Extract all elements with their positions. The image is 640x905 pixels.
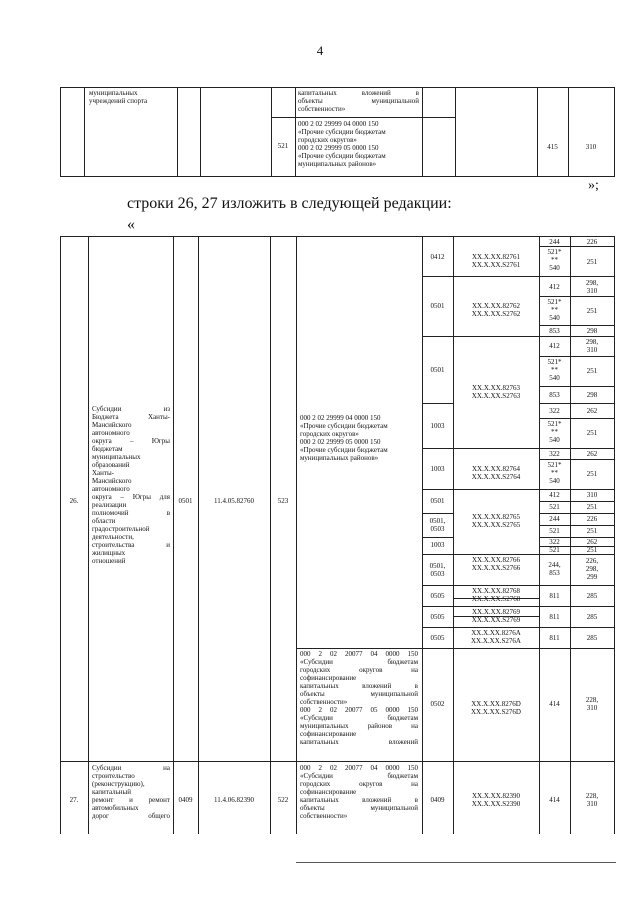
kosgu-code: 251 — [586, 307, 598, 315]
rule — [539, 459, 614, 460]
rule — [537, 87, 538, 177]
rule — [539, 296, 614, 297]
rule — [296, 648, 422, 649]
group-section: 1003 — [430, 541, 445, 549]
program-code-pair: XX.X.XX.82766 XX.X.XX.S2766 — [471, 556, 521, 572]
rule — [60, 236, 61, 834]
group-section: 0502 — [430, 700, 445, 708]
section-code: 0409 — [178, 796, 193, 804]
rule — [422, 513, 453, 514]
kosgu-code: 228, 310 — [585, 792, 599, 808]
institution-name: муниципальных учреждений спорта — [89, 89, 148, 105]
kvr-code: 521 — [549, 546, 560, 554]
kvr-code: 322 — [549, 538, 560, 546]
rule — [455, 87, 456, 177]
rule — [539, 489, 614, 490]
rule — [173, 236, 174, 834]
program-code-pair: XX.X.XX.82768 XX.X.XX.S2768 — [471, 587, 521, 603]
kvr-code: 521* ** 540 — [547, 358, 562, 382]
rule — [539, 513, 614, 514]
rule — [60, 761, 614, 762]
rule — [539, 336, 614, 337]
kvr-code: 412 — [549, 283, 560, 291]
rule — [60, 87, 61, 177]
rule — [84, 87, 85, 177]
rule — [539, 525, 614, 526]
kosgu-code: 251 — [586, 503, 598, 511]
rule — [422, 276, 539, 277]
opening-quote: « — [127, 216, 135, 233]
kosgu-code: 262 — [586, 407, 598, 415]
admin-code: 523 — [277, 497, 289, 505]
kvr-code: 414 — [549, 700, 560, 708]
kvr-code: 853 — [549, 391, 560, 399]
rule — [453, 236, 454, 834]
kvr-code: 412 — [549, 491, 560, 499]
program-code-pair: XX.X.XX.82769 XX.X.XX.S2769 — [471, 608, 521, 624]
rule — [539, 246, 614, 247]
rule — [539, 276, 614, 277]
rule — [568, 87, 569, 177]
capital-investment-text: капитальных вложений в объекты муниципальной собственности» — [298, 89, 419, 113]
group-section: 0505 — [430, 592, 445, 600]
kvr-code: 521* ** 540 — [547, 298, 562, 322]
rule — [422, 87, 423, 177]
kosgu-code: 226 — [586, 238, 598, 246]
kosgu-code: 228, 310 — [585, 696, 599, 712]
rule — [88, 236, 89, 834]
kosgu-code: 310 — [586, 491, 598, 499]
rule — [539, 648, 614, 649]
kosgu-code: 251 — [586, 527, 598, 535]
group-section: 0501 — [430, 302, 445, 310]
group-section: 0501, 0503 — [429, 562, 446, 578]
rule — [539, 325, 614, 326]
rule — [422, 236, 423, 834]
income-codes: 000 2 02 29999 04 0000 150 «Прочие субсидии бюджетам городских округов» 000 2 02 29999 05 0000 150 «Прочие субсидии бюджетам муниципальных районов» — [300, 414, 388, 462]
rule — [422, 403, 453, 404]
rule — [539, 606, 614, 607]
rule — [198, 236, 199, 834]
row-description: Субсидии на строительство (реконструкцию), капитальный ремонт и ремонт автомобильных дорог общего — [92, 764, 170, 820]
rule — [295, 87, 296, 177]
closing-quote: »; — [588, 178, 599, 193]
kosgu-code: 285 — [586, 592, 598, 600]
program-code: 11.4.05.82760 — [214, 497, 254, 505]
kvr-code: 412 — [549, 342, 560, 350]
group-section: 0505 — [430, 634, 445, 642]
rule — [539, 448, 614, 449]
kosgu-code: 285 — [586, 613, 598, 621]
program-code-pair: XX.X.XX.8276D XX.X.XX.S276D — [471, 700, 521, 716]
section-code: 0501 — [178, 497, 193, 505]
kosgu-code: 251 — [586, 546, 598, 554]
rule — [271, 87, 272, 177]
rule — [271, 117, 455, 118]
group-section: 1003 — [430, 422, 445, 430]
income-codes: 000 2 02 20077 04 0000 150 «Субсидии бюджетам городских округов на софинансирование капитальных вложений в объекты муниципальной собственности» — [300, 764, 418, 820]
row-number: 27. — [69, 796, 79, 804]
group-section: 0505 — [430, 613, 445, 621]
rule — [614, 236, 615, 834]
kvr-code: 414 — [549, 796, 560, 804]
rule — [60, 236, 614, 237]
kvr-code: 521* ** 540 — [547, 461, 562, 485]
kosgu-code: 310 — [585, 143, 597, 151]
rule — [177, 87, 178, 177]
kosgu-code: 251 — [586, 258, 598, 266]
kosgu-code: 251 — [586, 367, 598, 375]
program-code-pair: XX.X.XX.82763 XX.X.XX.S2763 — [471, 384, 521, 400]
kosgu-code: 226, 298, 299 — [585, 557, 599, 581]
rule — [422, 627, 539, 628]
kvr-code: 244 — [549, 515, 560, 523]
instruction-heading: строки 26, 27 изложить в следующей редакции: — [127, 195, 452, 212]
rule — [539, 403, 614, 404]
rule — [422, 448, 539, 449]
program-code: 11.4.06.82390 — [214, 796, 254, 804]
admin-code: 522 — [277, 796, 289, 804]
income-codes: 000 2 02 29999 04 0000 150 «Прочие субсидии бюджетам городских округов» 000 2 02 29999 05 0000 150 «Прочие субсидии бюджетам муниципальных районов» — [298, 120, 386, 168]
rule — [539, 627, 614, 628]
kosgu-code: 298, 310 — [585, 279, 599, 295]
rule — [296, 236, 297, 834]
kvr-code: 244, 853 — [548, 561, 561, 577]
kvr-code: 521* ** 540 — [547, 420, 562, 444]
scan-artifact — [296, 862, 616, 863]
group-section: 1003 — [430, 465, 445, 473]
kosgu-code: 226 — [586, 515, 598, 523]
kvr-code: 521 — [549, 527, 560, 535]
kvr-code: 811 — [549, 634, 560, 642]
program-code-pair: XX.X.XX.82762 XX.X.XX.S2762 — [471, 302, 521, 318]
kvr-code: 853 — [549, 327, 560, 335]
row-number: 26. — [69, 497, 79, 505]
program-code-pair: XX.X.XX.82761 XX.X.XX.S2761 — [471, 253, 521, 269]
rule — [614, 87, 615, 177]
kvr-code: 521* ** 540 — [547, 248, 562, 272]
kvr-code: 244 — [549, 238, 560, 246]
rule — [422, 554, 539, 555]
group-section: 0501 — [430, 497, 445, 505]
rule — [539, 585, 614, 586]
rule — [539, 386, 614, 387]
rule — [422, 606, 539, 607]
rule — [539, 554, 614, 555]
kvr-code: 322 — [549, 450, 560, 458]
kosgu-code: 298, 310 — [585, 338, 599, 354]
page-number: 4 — [316, 43, 324, 58]
kvr-code: 521 — [549, 503, 560, 511]
rule — [422, 537, 453, 538]
kosgu-code: 298 — [586, 391, 598, 399]
rule — [200, 87, 201, 177]
program-code-pair: XX.X.XX.82390 XX.X.XX.S2390 — [471, 792, 521, 808]
kvr-code: 811 — [549, 592, 560, 600]
rule — [539, 356, 614, 357]
group-section: 0501 — [430, 366, 445, 374]
group-section: 0412 — [430, 253, 445, 261]
rule — [270, 236, 271, 834]
kvr-code: 415 — [547, 143, 558, 151]
rule — [422, 648, 539, 649]
kosgu-code: 262 — [586, 538, 598, 546]
kosgu-code: 251 — [586, 470, 598, 478]
program-code-pair: XX.X.XX.8276A XX.X.XX.S276A — [471, 629, 521, 645]
kvr-code: 322 — [549, 407, 560, 415]
admin-code: 521 — [277, 142, 289, 150]
rule — [422, 489, 539, 490]
program-code-pair: XX.X.XX.82765 XX.X.XX.S2765 — [471, 513, 521, 529]
kosgu-code: 251 — [586, 429, 598, 437]
rule — [539, 501, 614, 502]
kosgu-code: 262 — [586, 450, 598, 458]
kosgu-code: 285 — [586, 634, 598, 642]
rule — [422, 336, 539, 337]
income-codes-cofinancing: 000 2 02 20077 04 0000 150 «Субсидии бюджетам городских округов на софинансирование капитальных вложений в объекты муниципальной собственности» 000 2 02 20077 05 0000 150 «Субсидии бюджетам муниципальных районов на софинансирование капитальных вложений — [300, 650, 418, 746]
group-section: 0409 — [430, 796, 445, 804]
kosgu-code: 298 — [586, 327, 598, 335]
program-code-pair: XX.X.XX.82764 XX.X.XX.S2764 — [471, 465, 521, 481]
rule — [422, 585, 539, 586]
rule — [60, 87, 614, 88]
group-section: 0501, 0503 — [429, 517, 446, 533]
kvr-code: 811 — [549, 613, 560, 621]
rule — [539, 418, 614, 419]
row-description: Субсидии из Бюджета Ханты- Мансийского автономного округа – Югры бюджетам муниципальных образований Ханты- Мансийского автономного округа – Югры для реализации полномочий в области градостроительной деятельности, строительства и жилищных отношений — [92, 405, 170, 565]
rule — [60, 176, 614, 177]
